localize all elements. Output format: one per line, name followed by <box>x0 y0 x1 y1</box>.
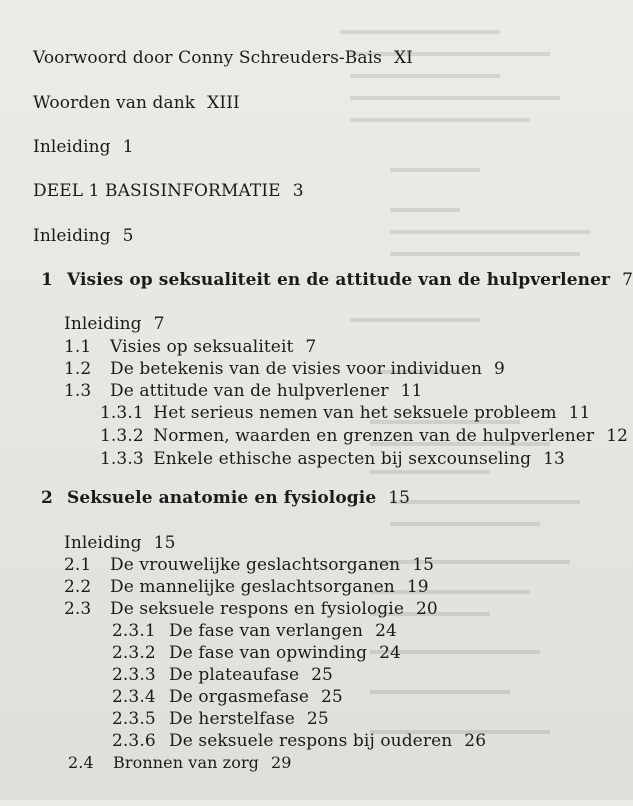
subsection-page: 24 <box>379 643 401 663</box>
toc-section-1-3-text <box>110 381 422 401</box>
toc-subsection-2-3-2-text <box>169 643 401 663</box>
toc-section-1-3 <box>64 381 91 401</box>
part-title: DEEL 1 BASISINFORMATIE <box>33 181 281 201</box>
toc-entry-title: Voorwoord door Conny Schreuders-Bais <box>33 48 382 68</box>
section-title: Bronnen van zorg <box>113 753 260 772</box>
toc-chapter-1-intro <box>64 314 165 334</box>
toc-section-2-1-text <box>110 555 434 575</box>
subsection-title: De herstelfase <box>169 709 295 729</box>
section-title: De attitude van de hulpverlener <box>110 381 389 401</box>
subsection-number: 2.3.4 <box>112 687 156 707</box>
toc-subsection-1-3-1 <box>100 403 590 423</box>
toc-chapter-2-intro <box>64 533 176 553</box>
toc-section-2-4-text <box>113 753 292 772</box>
toc-part-heading <box>33 181 304 201</box>
toc-section-2-4 <box>68 753 94 772</box>
toc-subsection-2-3-5-text <box>169 709 329 729</box>
subsection-page: 13 <box>543 449 565 469</box>
chapter-number: 1 <box>41 270 53 290</box>
section-title: De betekenis van de visies voor individuen <box>110 359 483 379</box>
toc-entry-title: Inleiding <box>33 226 111 246</box>
section-title: Visies op seksualiteit <box>110 337 294 357</box>
section-title: De seksuele respons en fysiologie <box>110 599 404 619</box>
subsection-title: Normen, waarden en grenzen van de hulpverlener <box>153 426 595 446</box>
toc-entry-page: XIII <box>207 93 240 113</box>
section-number: 1.2 <box>64 359 92 379</box>
toc-subsection-2-3-4 <box>112 687 156 707</box>
subsection-number: 2.3.6 <box>112 731 156 751</box>
section-page: 19 <box>406 577 429 597</box>
toc-entry-page: 5 <box>122 226 134 246</box>
toc-entry-title: Inleiding <box>64 533 142 553</box>
toc-entry-page: 1 <box>122 137 134 157</box>
subsection-title: De fase van verlangen <box>169 621 364 641</box>
toc-entry-inleiding <box>33 137 134 157</box>
section-number: 2.1 <box>64 555 92 575</box>
subsection-title: De orgasmefase <box>169 687 309 707</box>
subsection-title: Enkele ethische aspecten bij sexcounseling <box>153 449 532 469</box>
subsection-page: 25 <box>306 709 329 729</box>
subsection-number: 1.3.1 <box>100 403 144 423</box>
toc-entry-woorden-van-dank <box>33 93 240 113</box>
section-page: 7 <box>305 337 317 357</box>
toc-subsection-2-3-3-text <box>169 665 333 685</box>
section-number: 2.2 <box>64 577 92 597</box>
section-page: 11 <box>400 381 423 401</box>
subsection-page: 26 <box>464 731 487 751</box>
toc-entry-title: Inleiding <box>33 137 111 157</box>
subsection-number: 1.3.3 <box>100 449 144 469</box>
section-page: 15 <box>412 555 435 575</box>
toc-section-2-3-text <box>110 599 438 619</box>
section-title: De mannelijke geslachtsorganen <box>110 577 395 597</box>
toc-section-1-1 <box>64 337 91 357</box>
subsection-number: 2.3.1 <box>112 621 156 641</box>
toc-part-intro <box>33 226 134 246</box>
subsection-number: 2.3.3 <box>112 665 156 685</box>
section-number: 2.3 <box>64 599 92 619</box>
toc-subsection-2-3-6 <box>112 731 156 751</box>
subsection-page: 25 <box>321 687 343 707</box>
part-page: 3 <box>292 181 304 201</box>
toc-entry-page: 15 <box>153 533 176 553</box>
chapter-number: 2 <box>41 488 53 508</box>
toc-subsection-2-3-4-text <box>169 687 343 707</box>
toc-chapter-1 <box>41 270 633 290</box>
subsection-page: 24 <box>375 621 397 641</box>
toc-subsection-2-3-6-text <box>169 731 486 751</box>
toc-section-2-3 <box>64 599 91 619</box>
section-number: 1.1 <box>64 337 92 357</box>
section-page: 20 <box>415 599 438 619</box>
subsection-page: 25 <box>311 665 333 685</box>
toc-subsection-2-3-1 <box>112 621 156 641</box>
toc-section-2-2-text <box>110 577 429 597</box>
subsection-number: 1.3.2 <box>100 426 144 446</box>
toc-section-1-1-text <box>110 337 316 357</box>
subsection-page: 12 <box>606 426 629 446</box>
section-title: De vrouwelijke geslachtsorganen <box>110 555 401 575</box>
toc-entry-page: XI <box>393 48 413 68</box>
toc-subsection-2-3-1-text <box>169 621 397 641</box>
section-number: 1.3 <box>64 381 92 401</box>
subsection-title: Het serieus nemen van het seksuele probleem <box>153 403 557 423</box>
chapter-page: 7 <box>622 270 633 290</box>
subsection-number: 2.3.2 <box>112 643 156 663</box>
toc-entry-page: 7 <box>153 314 165 334</box>
toc-subsection-1-3-2 <box>100 426 628 446</box>
toc-subsection-2-3-2 <box>112 643 156 663</box>
toc-section-1-2-text <box>110 359 505 379</box>
chapter-title: Visies op seksualiteit en de attitude van de hulpverlener <box>66 270 611 290</box>
toc-entry-title: Woorden van dank <box>33 93 196 113</box>
subsection-title: De fase van opwinding <box>169 643 368 663</box>
toc-chapter-2 <box>41 488 410 508</box>
toc-section-2-1 <box>64 555 91 575</box>
toc-entry-title: Inleiding <box>64 314 142 334</box>
toc-section-1-2 <box>64 359 91 379</box>
subsection-title: De seksuele respons bij ouderen <box>169 731 453 751</box>
subsection-number: 2.3.5 <box>112 709 156 729</box>
section-page: 9 <box>494 359 505 379</box>
toc-entry-voorwoord <box>33 48 413 68</box>
toc-subsection-2-3-5 <box>112 709 156 729</box>
chapter-page: 15 <box>388 488 411 508</box>
section-number: 2.4 <box>68 753 94 772</box>
subsection-title: De plateaufase <box>169 665 300 685</box>
chapter-title: Seksuele anatomie en fysiologie <box>66 488 377 508</box>
toc-subsection-2-3-3 <box>112 665 156 685</box>
toc-section-2-2 <box>64 577 91 597</box>
section-page: 29 <box>271 753 292 772</box>
toc-subsection-1-3-3 <box>100 449 565 469</box>
subsection-page: 11 <box>568 403 591 423</box>
